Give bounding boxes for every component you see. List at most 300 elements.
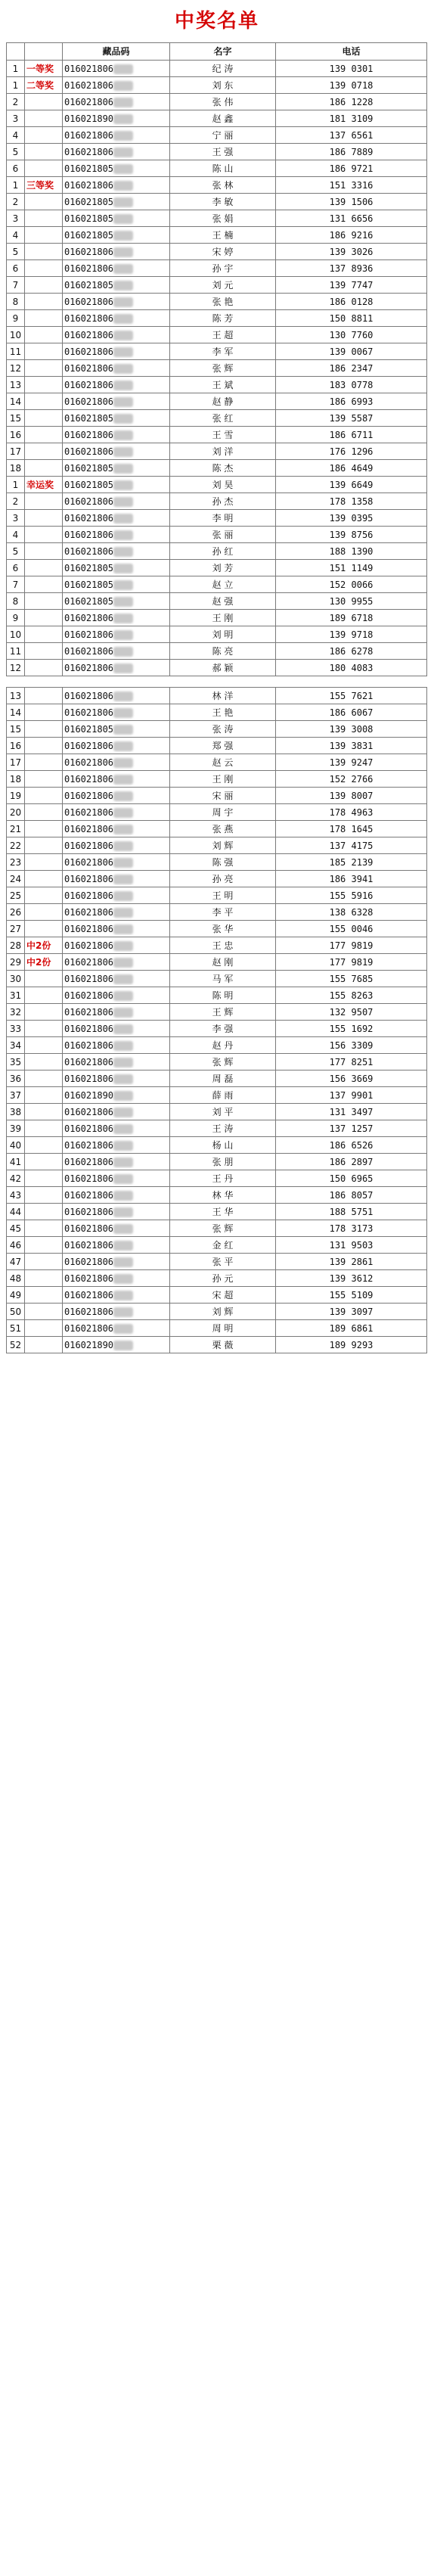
redaction-mark <box>113 791 133 801</box>
row-index <box>7 1004 25 1021</box>
row-name-text: 刘 明 <box>212 629 234 640</box>
row-code-text: 016021890 <box>64 1089 114 1101</box>
row-index <box>7 688 25 704</box>
row-phone <box>276 1287 427 1304</box>
row-name-text: 王 丹 <box>212 1173 234 1184</box>
row-phone <box>276 294 427 310</box>
row-name <box>170 854 276 871</box>
row-phone-text: 178 4963 <box>329 806 374 818</box>
row-phone <box>276 854 427 871</box>
row-phone <box>276 227 427 244</box>
row-index-text: 6 <box>12 263 19 274</box>
row-code-text: 016021805 <box>64 213 114 224</box>
row-prize <box>25 688 63 704</box>
row-prize <box>25 1120 63 1137</box>
row-code-text: 016021805 <box>64 479 114 490</box>
row-code-text: 016021806 <box>64 612 114 623</box>
row-name-text: 李 明 <box>212 512 234 524</box>
row-index-text: 44 <box>9 1206 22 1217</box>
row-name <box>170 954 276 971</box>
row-index <box>7 576 25 593</box>
row-name <box>170 177 276 194</box>
row-prize <box>25 244 63 260</box>
table-row <box>7 543 427 560</box>
row-phone <box>276 593 427 610</box>
redaction-mark <box>113 414 133 424</box>
row-prize <box>25 110 63 127</box>
row-phone <box>276 194 427 210</box>
row-code-text: 016021806 <box>64 263 114 274</box>
row-phone <box>276 1087 427 1104</box>
table-row <box>7 493 427 510</box>
row-name <box>170 871 276 887</box>
row-phone-text: 155 7685 <box>329 973 374 984</box>
row-name <box>170 343 276 360</box>
row-phone-text: 152 2766 <box>329 773 374 785</box>
redaction-mark <box>113 264 133 274</box>
row-code <box>63 377 170 393</box>
table-row <box>7 460 427 477</box>
row-phone-text: 185 2139 <box>329 856 374 868</box>
row-code-text: 016021806 <box>64 1139 114 1151</box>
row-code-text: 016021806 <box>64 545 114 557</box>
row-phone <box>276 1187 427 1204</box>
redaction-mark <box>113 98 133 107</box>
row-code-text: 016021806 <box>64 129 114 141</box>
row-index-text: 46 <box>9 1239 22 1251</box>
row-index <box>7 954 25 971</box>
row-phone <box>276 127 427 144</box>
row-code-text: 016021806 <box>64 1223 114 1234</box>
row-prize <box>25 854 63 871</box>
row-code <box>63 460 170 477</box>
table-row <box>7 954 427 971</box>
row-name-text: 刘 辉 <box>212 840 234 851</box>
row-code-text: 016021806 <box>64 146 114 157</box>
row-name-text: 李 平 <box>212 906 234 918</box>
row-prize <box>25 144 63 160</box>
row-name-text: 赵 刚 <box>212 956 234 968</box>
table-row <box>7 294 427 310</box>
redaction-mark <box>113 1157 133 1167</box>
row-index-text: 47 <box>9 1256 22 1267</box>
row-index <box>7 294 25 310</box>
row-prize <box>25 1021 63 1037</box>
row-prize <box>25 971 63 987</box>
row-index <box>7 1254 25 1270</box>
table-row <box>7 1037 427 1054</box>
row-phone <box>276 377 427 393</box>
row-index <box>7 1021 25 1037</box>
row-prize <box>25 660 63 676</box>
row-index <box>7 626 25 643</box>
row-prize <box>25 294 63 310</box>
redaction-mark <box>113 1241 133 1251</box>
row-phone-text: 131 6656 <box>329 213 374 224</box>
row-prize <box>25 937 63 954</box>
redaction-mark <box>113 725 133 735</box>
row-code <box>63 837 170 854</box>
row-phone <box>276 1120 427 1137</box>
row-phone <box>276 788 427 804</box>
row-index-text: 17 <box>9 446 22 457</box>
redaction-mark <box>113 825 133 834</box>
header-name: 名字 <box>170 43 276 61</box>
row-name <box>170 310 276 327</box>
row-prize <box>25 194 63 210</box>
row-index-text: 18 <box>9 773 22 785</box>
row-name <box>170 626 276 643</box>
table-row <box>7 277 427 294</box>
row-phone <box>276 887 427 904</box>
row-phone <box>276 837 427 854</box>
row-code <box>63 410 170 427</box>
redaction-mark <box>113 841 133 851</box>
row-phone-text: 186 9721 <box>329 163 374 174</box>
table-row <box>7 1237 427 1254</box>
table-row <box>7 904 427 921</box>
row-index-text: 1 <box>12 179 19 191</box>
row-prize <box>25 610 63 626</box>
row-index-text: 9 <box>12 612 19 623</box>
table-row <box>7 987 427 1004</box>
row-code-text: 016021806 <box>64 806 114 818</box>
row-code <box>63 1270 170 1287</box>
row-phone <box>276 1337 427 1353</box>
redaction-mark <box>113 297 133 307</box>
row-name-text: 宋 丽 <box>212 790 234 801</box>
row-index <box>7 61 25 77</box>
row-phone-text: 139 6649 <box>329 479 374 490</box>
row-index-text: 6 <box>12 562 19 573</box>
row-phone-text: 180 4083 <box>329 662 374 673</box>
table-row <box>7 721 427 738</box>
row-name-text: 张 伟 <box>212 96 234 107</box>
row-name-text: 张 辉 <box>212 362 234 374</box>
row-phone-text: 186 2897 <box>329 1156 374 1167</box>
table-row <box>7 937 427 954</box>
row-code-text: 016021806 <box>64 956 114 968</box>
row-prize <box>25 560 63 576</box>
redaction-mark <box>113 1124 133 1134</box>
row-code <box>63 160 170 177</box>
row-prize <box>25 477 63 493</box>
row-index-text: 7 <box>12 279 19 291</box>
redaction-mark <box>113 941 133 951</box>
row-phone <box>276 754 427 771</box>
row-code-text: 016021806 <box>64 1322 114 1334</box>
row-code <box>63 1104 170 1120</box>
table-row <box>7 1154 427 1170</box>
row-prize <box>25 921 63 937</box>
row-prize <box>25 493 63 510</box>
row-index-text: 42 <box>9 1173 22 1184</box>
row-phone-text: 139 1506 <box>329 196 374 207</box>
row-code <box>63 210 170 227</box>
row-name <box>170 1304 276 1320</box>
row-phone-text: 189 6718 <box>329 612 374 623</box>
row-index-text: 28 <box>9 940 22 951</box>
redaction-mark <box>113 547 133 557</box>
redaction-mark <box>113 1141 133 1151</box>
row-code <box>63 1187 170 1204</box>
row-name <box>170 754 276 771</box>
row-name-text: 赵 立 <box>212 579 234 590</box>
row-name-text: 孙 宇 <box>212 263 234 274</box>
table-row <box>7 688 427 704</box>
row-name-text: 纪 涛 <box>212 63 234 74</box>
row-name <box>170 77 276 94</box>
row-phone <box>276 804 427 821</box>
row-phone-text: 150 6965 <box>329 1173 374 1184</box>
table-row <box>7 443 427 460</box>
redaction-mark <box>113 1191 133 1201</box>
row-name-text: 张 辉 <box>212 1056 234 1067</box>
row-name-text: 张 涛 <box>212 723 234 735</box>
redaction-mark <box>113 630 133 640</box>
redaction-mark <box>113 691 133 701</box>
row-name-text: 赵 丹 <box>212 1039 234 1051</box>
row-code <box>63 1004 170 1021</box>
row-index-text: 2 <box>12 96 19 107</box>
row-phone <box>276 543 427 560</box>
row-phone <box>276 427 427 443</box>
table-row <box>7 660 427 676</box>
row-prize-text: 幸运奖 <box>26 479 54 490</box>
table-row <box>7 771 427 788</box>
row-index <box>7 643 25 660</box>
row-code-text: 016021806 <box>64 379 114 390</box>
redaction-mark <box>113 741 133 751</box>
row-code-text: 016021806 <box>64 312 114 324</box>
row-code-text: 016021806 <box>64 396 114 407</box>
row-index <box>7 721 25 738</box>
row-index-text: 33 <box>9 1023 22 1034</box>
row-index-text: 11 <box>9 645 22 657</box>
row-index-text: 45 <box>9 1223 22 1234</box>
row-code <box>63 1137 170 1154</box>
redaction-mark <box>113 775 133 785</box>
row-phone <box>276 1170 427 1187</box>
row-phone-text: 139 0718 <box>329 79 374 91</box>
row-code-text: 016021806 <box>64 757 114 768</box>
row-phone <box>276 1154 427 1170</box>
table-row <box>7 887 427 904</box>
row-index <box>7 77 25 94</box>
row-phone <box>276 327 427 343</box>
row-prize <box>25 1270 63 1287</box>
row-index <box>7 327 25 343</box>
row-code-text: 016021806 <box>64 296 114 307</box>
row-phone <box>276 1254 427 1270</box>
row-prize <box>25 160 63 177</box>
row-name <box>170 593 276 610</box>
row-code-text: 016021806 <box>64 740 114 751</box>
row-name-text: 王 雪 <box>212 429 234 440</box>
row-index <box>7 788 25 804</box>
row-code-text: 016021805 <box>64 723 114 735</box>
redaction-mark <box>113 663 133 673</box>
row-code-text: 016021890 <box>64 113 114 124</box>
redaction-mark <box>113 114 133 124</box>
row-phone-text: 139 7747 <box>329 279 374 291</box>
header-code: 藏品码 <box>63 43 170 61</box>
redaction-mark <box>113 480 133 490</box>
row-index-text: 48 <box>9 1272 22 1284</box>
row-name <box>170 887 276 904</box>
row-code <box>63 493 170 510</box>
table-row <box>7 1104 427 1120</box>
row-prize <box>25 1337 63 1353</box>
redaction-mark <box>113 181 133 191</box>
row-name-text: 李 强 <box>212 1023 234 1034</box>
row-index-text: 15 <box>9 723 22 735</box>
row-code-text: 016021806 <box>64 1206 114 1217</box>
row-code <box>63 1154 170 1170</box>
row-prize <box>25 1304 63 1320</box>
row-index-text: 39 <box>9 1123 22 1134</box>
table-row <box>7 1004 427 1021</box>
row-index <box>7 227 25 244</box>
row-prize <box>25 1137 63 1154</box>
table-row <box>7 1287 427 1304</box>
row-name-text: 刘 东 <box>212 79 234 91</box>
row-phone-text: 189 6861 <box>329 1322 374 1334</box>
row-index-text: 52 <box>9 1339 22 1350</box>
redaction-mark <box>113 281 133 291</box>
row-index <box>7 560 25 576</box>
row-index <box>7 1287 25 1304</box>
row-index <box>7 393 25 410</box>
row-index-text: 40 <box>9 1139 22 1151</box>
row-index <box>7 144 25 160</box>
row-index <box>7 1204 25 1220</box>
table-row <box>7 593 427 610</box>
row-phone-text: 155 5109 <box>329 1289 374 1300</box>
row-index-text: 1 <box>12 63 19 74</box>
row-phone <box>276 493 427 510</box>
row-index <box>7 738 25 754</box>
row-index <box>7 660 25 676</box>
row-name-text: 王 涛 <box>212 1123 234 1134</box>
row-index-text: 10 <box>9 629 22 640</box>
row-code <box>63 343 170 360</box>
table-row <box>7 560 427 576</box>
row-phone <box>276 177 427 194</box>
row-code-text: 016021806 <box>64 1272 114 1284</box>
row-index <box>7 1170 25 1187</box>
row-name <box>170 61 276 77</box>
row-phone-text: 139 0301 <box>329 63 374 74</box>
row-index-text: 24 <box>9 873 22 884</box>
row-prize-text: 二等奖 <box>26 79 54 91</box>
row-index <box>7 821 25 837</box>
row-prize <box>25 1054 63 1070</box>
table-row <box>7 343 427 360</box>
row-phone-text: 155 5916 <box>329 890 374 901</box>
table-row <box>7 704 427 721</box>
row-code <box>63 194 170 210</box>
row-index <box>7 194 25 210</box>
row-code-text: 016021806 <box>64 856 114 868</box>
row-phone-text: 137 8936 <box>329 263 374 274</box>
row-name <box>170 160 276 177</box>
row-index <box>7 1187 25 1204</box>
row-index-text: 3 <box>12 512 19 524</box>
table-row <box>7 1070 427 1087</box>
row-code-text: 016021806 <box>64 63 114 74</box>
row-phone <box>276 310 427 327</box>
redaction-mark <box>113 1108 133 1117</box>
redaction-mark <box>113 564 133 573</box>
redaction-mark <box>113 197 133 207</box>
row-prize <box>25 576 63 593</box>
table-row <box>7 971 427 987</box>
row-prize <box>25 593 63 610</box>
row-index-text: 41 <box>9 1156 22 1167</box>
row-name <box>170 804 276 821</box>
row-phone <box>276 110 427 127</box>
row-code <box>63 477 170 493</box>
row-index-text: 36 <box>9 1073 22 1084</box>
row-name <box>170 1054 276 1070</box>
row-code-text: 016021806 <box>64 1073 114 1084</box>
row-index <box>7 410 25 427</box>
row-name-text: 赵 强 <box>212 595 234 607</box>
row-code-text: 016021806 <box>64 823 114 834</box>
row-code <box>63 177 170 194</box>
row-phone-text: 139 2861 <box>329 1256 374 1267</box>
row-prize <box>25 543 63 560</box>
row-phone <box>276 477 427 493</box>
row-code-text: 016021806 <box>64 873 114 884</box>
row-name-text: 陈 杰 <box>212 462 234 474</box>
row-index <box>7 971 25 987</box>
row-name <box>170 821 276 837</box>
row-phone <box>276 904 427 921</box>
row-name <box>170 260 276 277</box>
redaction-mark <box>113 958 133 968</box>
row-code <box>63 443 170 460</box>
row-phone <box>276 1220 427 1237</box>
redaction-mark <box>113 214 133 224</box>
row-prize <box>25 754 63 771</box>
row-code-text: 016021806 <box>64 179 114 191</box>
row-code-text: 016021806 <box>64 1173 114 1184</box>
row-prize <box>25 260 63 277</box>
row-phone <box>276 510 427 527</box>
row-prize <box>25 61 63 77</box>
row-code-text: 016021806 <box>64 645 114 657</box>
row-index-text: 4 <box>12 529 19 540</box>
row-index-text: 3 <box>12 213 19 224</box>
row-name <box>170 1337 276 1353</box>
row-index-text: 29 <box>9 956 22 968</box>
redaction-mark <box>113 758 133 768</box>
row-phone-text: 139 3612 <box>329 1272 374 1284</box>
table-row <box>7 1320 427 1337</box>
row-prize <box>25 1204 63 1220</box>
redaction-mark <box>113 447 133 457</box>
gap-cell <box>25 676 63 688</box>
row-phone-text: 139 3026 <box>329 246 374 257</box>
table-row <box>7 921 427 937</box>
row-phone <box>276 721 427 738</box>
row-index-text: 5 <box>12 146 19 157</box>
row-name-text: 张 红 <box>212 412 234 424</box>
row-prize <box>25 1087 63 1104</box>
row-name-text: 张 丽 <box>212 529 234 540</box>
